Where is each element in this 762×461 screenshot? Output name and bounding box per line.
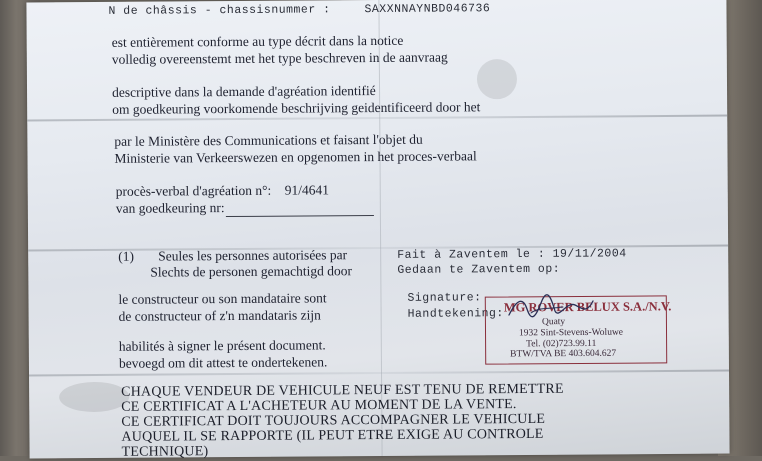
descriptive-line-fr: descriptive dans la demande d'agréation identifié [111, 83, 376, 100]
stamp-city: 1932 Sint-Stevens-Woluwe [518, 327, 624, 339]
stamp-phone: Tel. (02)723.99.11 [526, 338, 597, 350]
notice-line: CE CERTIFICAT DOIT TOUJOURS ACCOMPAGNER LE VEHICULE [121, 411, 546, 430]
handwritten-signature [505, 293, 595, 323]
stamp-street: Quaty [541, 317, 566, 328]
chassis-number: SAXXNNAYNBD046736 [364, 2, 491, 17]
notice-line: CHAQUE VENDEUR DE VEHICULE NEUF EST TENU DE REMETTRE [121, 381, 564, 400]
stain [59, 382, 129, 412]
footnote-line-nl: de constructeur of z'n mandataris zijn [118, 307, 321, 324]
conformity-line-nl: volledig overeenstemt met het type beschreven in de aanvraag [111, 49, 448, 67]
stamp-vat: BTW/TVA BE 403.604.627 [510, 348, 617, 360]
footnote-line-fr: Seules les personnes autorisées par [158, 247, 348, 264]
footnote-line-nl: bevoegd om dit attest te ondertekenen. [118, 354, 328, 371]
ministry-line-nl: Ministerie van Verkeerswezen en opgenomen in het proces-verbaal [114, 148, 477, 166]
stain [477, 59, 517, 99]
place-date-nl: Gedaan te Zaventem op: [397, 262, 561, 277]
footnote-line-fr: le constructeur ou son mandataire sont [118, 290, 327, 307]
chassis-label: N de châssis - chassisnummer : [108, 3, 331, 18]
notice-line: AUQUEL IL SE RAPPORTE (IL PEUT ETRE EXIGE AU CONTROLE [121, 426, 544, 445]
certificate-paper [26, 0, 729, 458]
approval-underline [226, 215, 374, 217]
approval-number: 91/4641 [284, 182, 330, 198]
footnote-line-fr: habilités à signer le présent document. [118, 337, 326, 354]
conformity-line-fr: est entièrement conforme au type décrit dans la notice [111, 32, 404, 50]
place-date-fr: Fait à Zaventem le : 19/11/2004 [397, 247, 627, 262]
ministry-line-fr: par le Ministère des Communications et faisant l'objet du [114, 131, 423, 149]
signature-label-fr: Signature: [407, 291, 482, 305]
descriptive-line-nl: om goedkeuring voorkomende beschrijving geidentificeerd door het [112, 99, 481, 117]
approval-label-nl: van goedkeuring nr: [115, 200, 225, 216]
notice-line: TECHNIQUE) [121, 444, 209, 460]
stamp-company-name: MG ROVER BELUX S.A./N.V. [503, 299, 672, 315]
footnote-marker: (1) [118, 248, 134, 264]
notice-line: CE CERTIFICAT A L'ACHETEUR AU MOMENT DE LA VENTE. [121, 397, 517, 415]
footnote-line-nl: Slechts de personen gemachtigd door [150, 263, 353, 280]
approval-label-fr: procès-verbal d'agréation n°: [115, 182, 272, 199]
signature-label-nl: Handtekening: [407, 307, 504, 321]
